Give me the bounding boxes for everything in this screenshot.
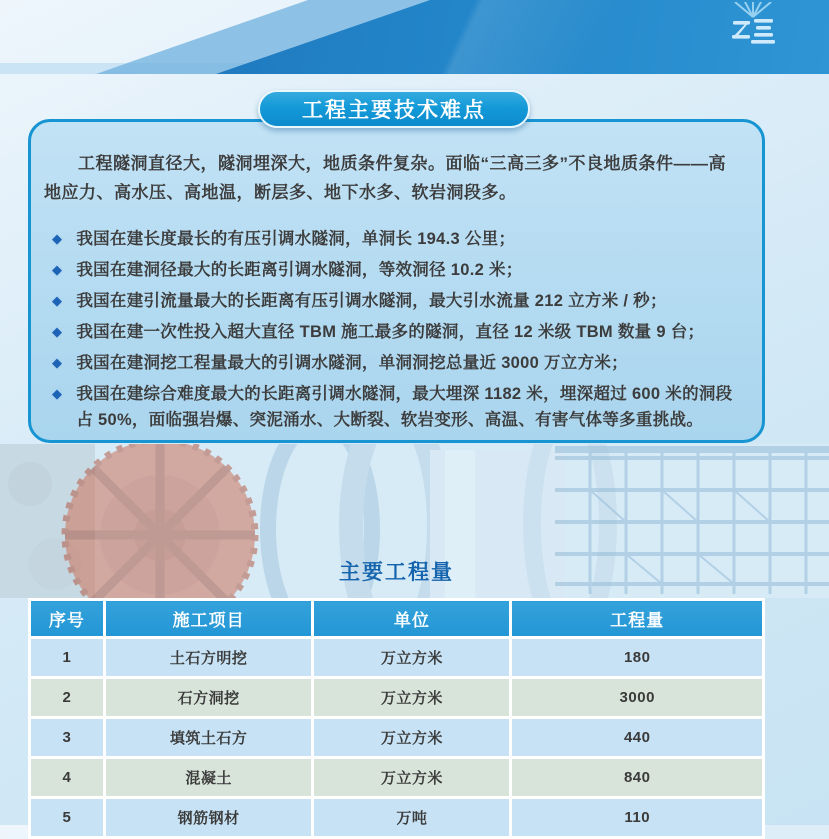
table-cell: 4 bbox=[30, 758, 105, 798]
section-banner: 工程主要技术难点 bbox=[258, 90, 530, 128]
table-cell: 填筑土石方 bbox=[104, 718, 312, 758]
bullet-item bbox=[46, 350, 738, 376]
table-row bbox=[30, 758, 764, 798]
bullet-text: 我国在建引流量最大的长距离有压引调水隧洞，最大引水流量 212 立方米 / 秒； bbox=[76, 292, 667, 310]
table-row bbox=[30, 718, 764, 758]
bullet-item bbox=[46, 288, 738, 314]
header-band-sheen bbox=[0, 0, 829, 74]
table-cell: 万吨 bbox=[313, 798, 511, 838]
table-cell: 万立方米 bbox=[313, 638, 511, 678]
difficulties-intro: 工程隧洞直径大，隧洞埋深大，地质条件复杂。面临“三高三多”不良地质条件——高地应力、高水压、高地温，断层多、地下水多、软岩洞段多。 bbox=[44, 154, 726, 202]
diamond-bullet-icon: ◆ bbox=[52, 231, 63, 246]
table-cell: 万立方米 bbox=[313, 758, 511, 798]
column-header: 工程量 bbox=[511, 600, 764, 638]
bullet-text: 我国在建长度最长的有压引调水隧洞，单洞长 194.3 公里； bbox=[76, 230, 516, 248]
table-cell: 钢筋钢材 bbox=[104, 798, 312, 838]
column-header: 施工项目 bbox=[104, 600, 312, 638]
quantities-table bbox=[28, 598, 765, 839]
column-header: 序号 bbox=[30, 600, 105, 638]
bullet-text: 我国在建洞径最大的长距离引调水隧洞，等效洞径 10.2 米； bbox=[76, 261, 523, 279]
table-header-row bbox=[30, 600, 764, 638]
table-cell: 土石方明挖 bbox=[104, 638, 312, 678]
diamond-bullet-icon: ◆ bbox=[52, 262, 63, 277]
company-logo-icon bbox=[727, 2, 779, 54]
diamond-bullet-icon: ◆ bbox=[52, 293, 63, 308]
table-cell: 5 bbox=[30, 798, 105, 838]
table-row bbox=[30, 798, 764, 838]
difficulties-panel bbox=[28, 119, 765, 443]
table-cell: 180 bbox=[511, 638, 764, 678]
table-cell: 2 bbox=[30, 678, 105, 718]
table-cell: 110 bbox=[511, 798, 764, 838]
table-cell: 石方洞挖 bbox=[104, 678, 312, 718]
table-cell: 混凝土 bbox=[104, 758, 312, 798]
bullet-item bbox=[46, 319, 738, 345]
table-body bbox=[30, 638, 764, 838]
table-cell: 1 bbox=[30, 638, 105, 678]
diamond-bullet-icon: ◆ bbox=[52, 386, 63, 401]
table-cell: 3000 bbox=[511, 678, 764, 718]
bullet-item bbox=[46, 381, 738, 433]
bullet-text: 我国在建综合难度最大的长距离引调水隧洞，最大埋深 1182 米，埋深超过 600 米的洞段占 50%，面临强岩爆、突泥涌水、大断裂、软岩变形、高温、有害气体等多重挑战。 bbox=[76, 385, 733, 429]
table-cell: 3 bbox=[30, 718, 105, 758]
bullet-text: 我国在建一次性投入超大直径 TBM 施工最多的隧洞，直径 12 米级 TBM 数量 9 台； bbox=[76, 323, 705, 341]
diamond-bullet-icon: ◆ bbox=[52, 355, 63, 370]
table-cell: 440 bbox=[511, 718, 764, 758]
header-band bbox=[0, 0, 829, 74]
table-row bbox=[30, 638, 764, 678]
quantities-title: 主要工程量 bbox=[339, 561, 454, 584]
table-cell: 万立方米 bbox=[313, 718, 511, 758]
table-cell: 840 bbox=[511, 758, 764, 798]
bullet-item bbox=[46, 257, 738, 283]
column-header: 单位 bbox=[313, 600, 511, 638]
table-row bbox=[30, 678, 764, 718]
bullet-text: 我国在建洞挖工程量最大的引调水隧洞，单洞洞挖总量近 3000 万立方米； bbox=[76, 354, 628, 372]
bullet-item bbox=[46, 226, 738, 252]
diamond-bullet-icon: ◆ bbox=[52, 324, 63, 339]
difficulties-bullet-list bbox=[44, 226, 738, 433]
table-cell: 万立方米 bbox=[313, 678, 511, 718]
